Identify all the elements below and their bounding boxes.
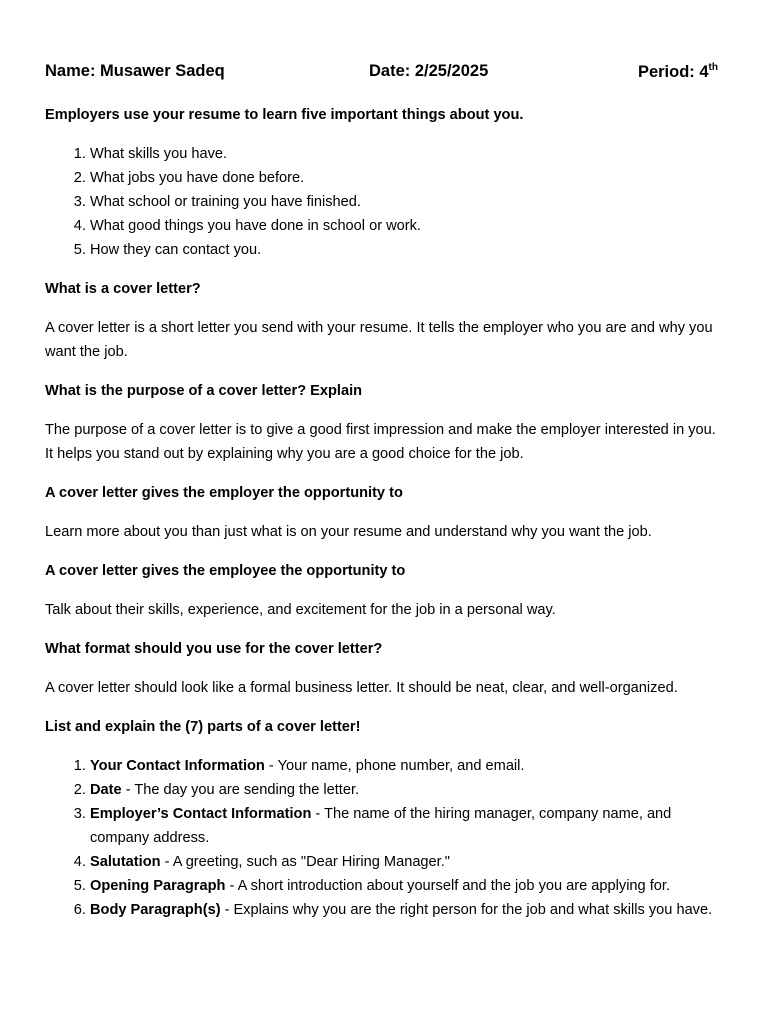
question-heading: A cover letter gives the employee the opportunity to (45, 563, 406, 579)
list-item (90, 754, 718, 778)
part-description: - Explains why you are the right person for the job and what skills you have. (220, 902, 713, 918)
part-description: - A short introduction about yourself and the job you are applying for. (225, 878, 671, 894)
part-term: Date (90, 782, 122, 798)
student-name: Name: Musawer Sadeq (45, 62, 225, 80)
parts-heading: List and explain the (7) parts of a cover letter! (45, 719, 361, 735)
class-period (638, 62, 718, 82)
part-term: Your Contact Information (90, 758, 265, 774)
question-heading: What is the purpose of a cover letter? Explain (45, 383, 363, 399)
part-term: Opening Paragraph (90, 878, 226, 894)
list-item: 5. How they can contact you. (90, 238, 718, 262)
part-term: Salutation (90, 854, 161, 870)
part-description: - A greeting, such as "Dear Hiring Manager." (160, 854, 450, 870)
answer-paragraph: The purpose of a cover letter is to give a good first impression and make the employer interested in you. It helps you stand out by explaining why you are a good choice for the job. (45, 422, 716, 462)
list-item (90, 778, 718, 802)
intro-list (45, 142, 718, 262)
parts-list (45, 754, 718, 922)
part-description: - The day you are sending the letter. (121, 782, 360, 798)
part-description: - Your name, phone number, and email. (264, 758, 525, 774)
question-heading: What format should you use for the cover letter? (45, 641, 383, 657)
intro-heading: Employers use your resume to learn five important things about you. (45, 107, 524, 123)
part-description: - The name of the hiring manager, company name, and company address. (90, 806, 672, 846)
question-heading: A cover letter gives the employer the opportunity to (45, 485, 403, 501)
list-item: 3. What school or training you have finished. (90, 190, 718, 214)
list-item (90, 850, 718, 874)
list-item (90, 874, 718, 898)
answer-paragraph: A cover letter is a short letter you send with your resume. It tells the employer who you are and why you want the job. (45, 320, 713, 360)
answer-paragraph: Talk about their skills, experience, and excitement for the job in a personal way. (45, 602, 556, 618)
list-item: 4. What good things you have done in school or work. (90, 214, 718, 238)
answer-paragraph: A cover letter should look like a formal business letter. It should be neat, clear, and well-organized. (45, 680, 678, 696)
list-item (90, 898, 718, 922)
part-term: Body Paragraph(s) (90, 902, 221, 918)
list-item: 2. What jobs you have done before. (90, 166, 718, 190)
document-body (45, 103, 718, 937)
answer-paragraph: Learn more about you than just what is on your resume and understand why you want the job. (45, 524, 652, 540)
question-heading: What is a cover letter? (45, 281, 201, 297)
document-header (45, 62, 718, 86)
assignment-date: Date: 2/25/2025 (369, 62, 489, 80)
list-item (90, 802, 718, 850)
list-item: 1. What skills you have. (90, 142, 718, 166)
part-term: Employer’s Contact Information (90, 806, 312, 822)
class-period-suffix: th (708, 62, 718, 73)
class-period-value: Period: 4 (637, 63, 709, 81)
